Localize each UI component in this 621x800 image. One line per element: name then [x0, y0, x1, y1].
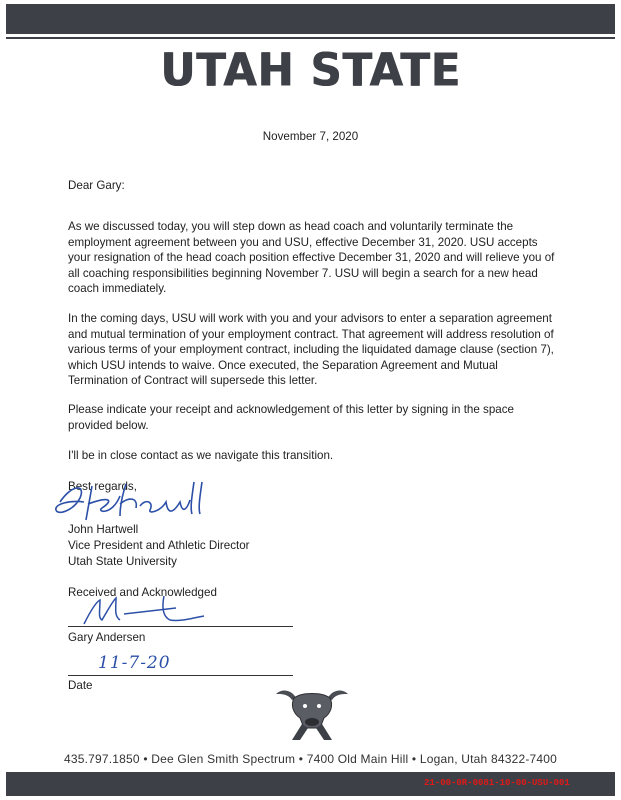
paragraph-3: Please indicate your receipt and acknowledgement of this letter by signing in the space provided below.	[68, 403, 514, 432]
andersen-signature	[80, 590, 210, 630]
bates-stamp: 21-00-0R-0081-10-00-USU-001	[424, 778, 570, 788]
received-label: Received and Acknowledged	[68, 586, 217, 599]
header-rule	[6, 37, 615, 39]
recipient-name: Gary Andersen	[68, 631, 146, 644]
letter-date: November 7, 2020	[262, 130, 359, 143]
paragraph-2: In the coming days, USU will work with you and your advisors to enter a separation agreement and mutual termination of your employment contract. That agreement will address resolution of various terms of your employment contract, including the liquidated damage clause (section 7), which USU intends to waive. Once executed, the Separation Agreement and Mutual Termination of Contract will supersede this letter.	[68, 312, 554, 388]
aggie-bull-logo	[272, 684, 352, 742]
signer-title: Vice President and Athletic Director	[68, 539, 250, 552]
date-label: Date	[68, 679, 93, 692]
signature-line	[68, 626, 293, 627]
utah-state-logo: UTAH STATE	[160, 44, 461, 98]
paragraph-4: I'll be in close contact as we navigate this transition.	[68, 449, 334, 462]
closing: Best regards,	[68, 480, 137, 493]
salutation: Dear Gary:	[68, 179, 125, 192]
paragraph-1: As we discussed today, you will step down as head coach and voluntarily terminate the employment agreement between you and USU, effective December 31, 2020. USU accepts your resignation of the head coach position effective December 31, 2020 and will relieve you of all coaching responsibilities beginning November 7. USU will begin a search for a new head coach immediately.	[68, 220, 555, 296]
date-line	[68, 675, 293, 676]
signer-organization: Utah State University	[68, 555, 177, 568]
handwritten-date: 11-7-20	[98, 653, 171, 673]
footer-address: 435.797.1850 • Dee Glen Smith Spectrum • 7400 Old Main Hill • Logan, Utah 84322-7400	[63, 752, 558, 766]
header-bar	[6, 4, 615, 34]
hartwell-signature	[50, 476, 220, 526]
signer-name: John Hartwell	[68, 523, 139, 536]
